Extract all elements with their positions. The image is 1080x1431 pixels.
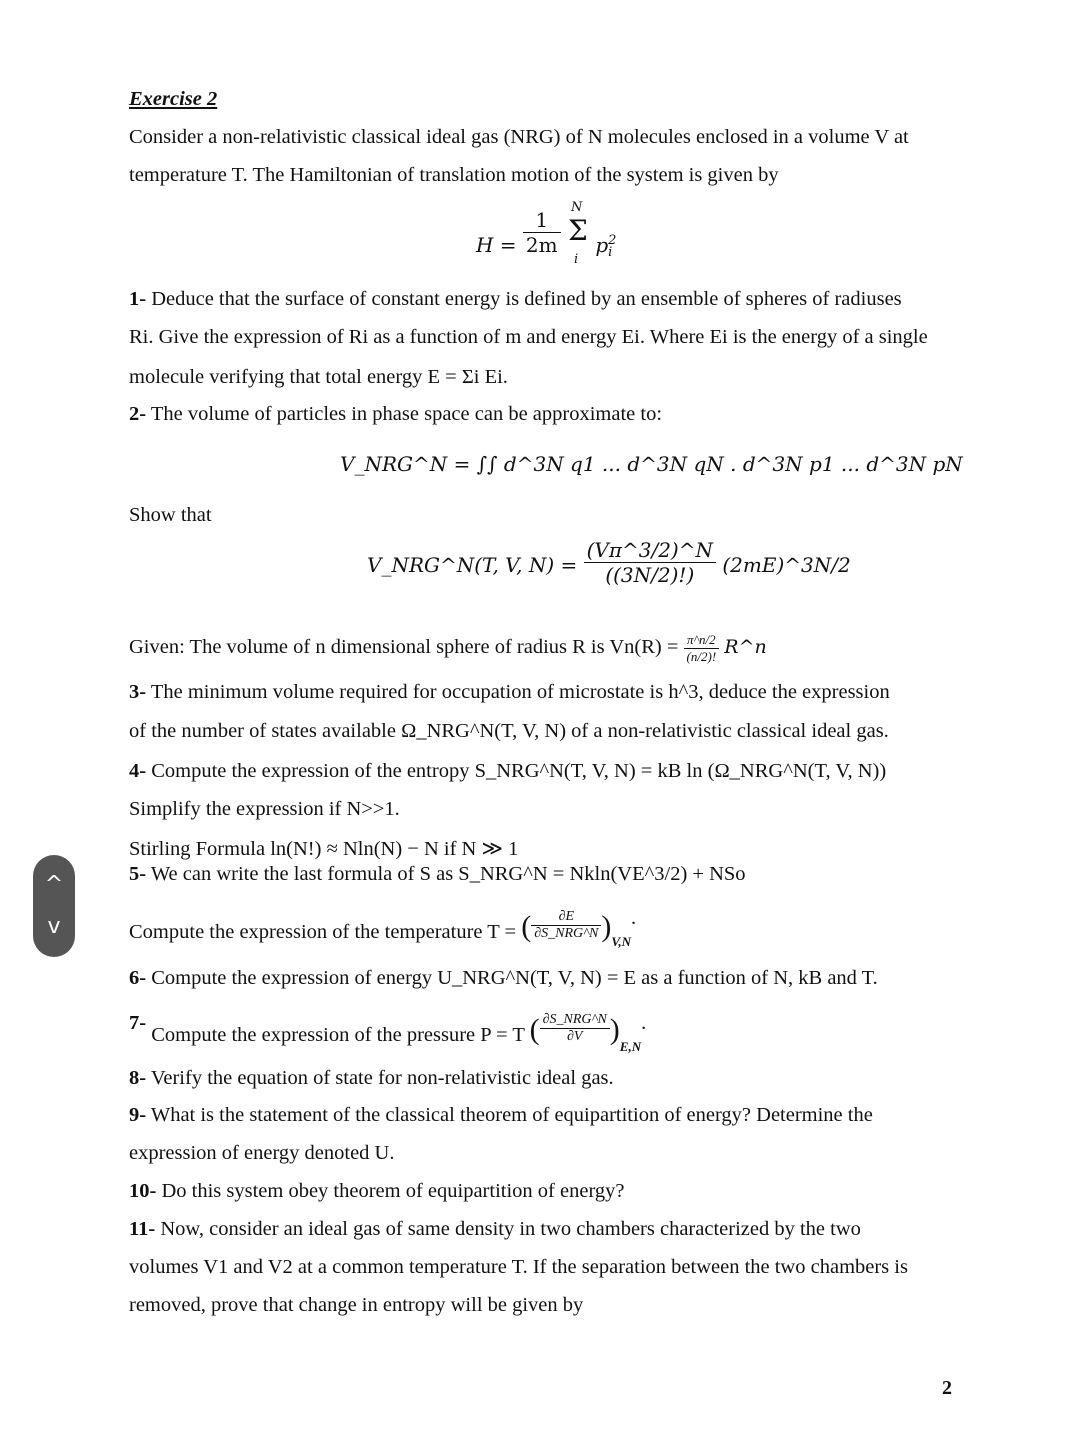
q1-line-2: Ri. Give the expression of Ri as a function of m and energy Ei. Where Ei is the energy of a single: [129, 326, 928, 348]
q6-line: 6- Compute the expression of energy U_NRG^N(T, V, N) = E as a function of N, kB and T.: [129, 967, 878, 989]
q4-line-2: Simplify the expression if N>>1.: [129, 798, 400, 820]
q3-line-1: 3- The minimum volume required for occupation of microstate is h^3, deduce the expression: [129, 681, 890, 703]
volume-result-equation: V_NRG^N(T, V, N) = $\frac{(V\pi\^{}3/2)\^{}N}{((3N/2)!)}$ (2mE)^3N/2: [367, 538, 851, 587]
page-nav-control: [33, 855, 75, 957]
q11-line-3: removed, prove that change in entropy will be given by: [129, 1294, 584, 1316]
stirling-formula: Stirling Formula ln(N!) ≈ Nln(N) − N if N ≫ 1: [129, 838, 519, 860]
q1-line-1: 1- Deduce that the surface of constant energy is defined by an ensemble of spheres of radiuses: [129, 288, 902, 310]
q11-line-1: 11- Now, consider an ideal gas of same density in two chambers characterized by the two: [129, 1218, 861, 1240]
q11-line-2: volumes V1 and V2 at a common temperature T. If the separation between the two chambers is: [129, 1256, 908, 1278]
intro-line-1: Consider a non-relativistic classical ideal gas (NRG) of N molecules enclosed in a volume V at: [129, 126, 909, 148]
q8-line: 8- Verify the equation of state for non-relativistic ideal gas.: [129, 1067, 614, 1089]
exercise-title: Exercise 2: [129, 88, 218, 110]
chevron-up-icon[interactable]: ^: [44, 872, 64, 897]
q7-line: 7- Compute the expression of the pressure P = T ( $\frac{\text{∂S\_NRG\textasciicircum{}N}}{\partial V}$ )$_{E,N}$.: [129, 1011, 647, 1054]
chevron-down-icon[interactable]: v: [47, 914, 61, 939]
hamiltonian-equation: H = $\frac{1}{2m}$ N Σ i p 2 i: [476, 200, 617, 267]
q2-line-1: 2- The volume of particles in phase space can be approximate to:: [129, 403, 663, 425]
q9-line-2: expression of energy denoted U.: [129, 1142, 395, 1164]
q10-line: 10- Do this system obey theorem of equipartition of energy?: [129, 1180, 625, 1202]
show-that-label: Show that: [129, 504, 212, 526]
given-sphere-volume: Given: The volume of n dimensional sphere of radius R is Vn(R) = $\frac{\pi\^{}n/2}{(n/2)!}$ R^n: [129, 632, 767, 664]
phase-space-volume-equation: V_NRG^N = ∫∫ d^3N q1 ... d^3N qN . d^3N p1 ... d^3N pN: [340, 452, 963, 476]
q5-line-1: 5- We can write the last formula of S as S_NRG^N = Nkln(VE^3/2) + NSo: [129, 863, 746, 885]
q5-line-2: Compute the expression of the temperature T = ( $\frac{\partial E}{\text{∂S\_NRG\textasciicircum{}N}}$ )$_{V,N}$.: [129, 907, 637, 949]
intro-line-2: temperature T. The Hamiltonian of translation motion of the system is given by: [129, 164, 779, 186]
page-number: 2: [942, 1377, 952, 1399]
q4-line-1: 4- Compute the expression of the entropy S_NRG^N(T, V, N) = kB ln (Ω_NRG^N(T, V, N)): [129, 760, 887, 782]
q3-line-2: of the number of states available Ω_NRG^N(T, V, N) of a non-relativistic classical ideal gas.: [129, 720, 889, 742]
q1-line-3: molecule verifying that total energy E = Σi Ei.: [129, 366, 508, 388]
q9-line-1: 9- What is the statement of the classical theorem of equipartition of energy? Determine the: [129, 1104, 873, 1126]
